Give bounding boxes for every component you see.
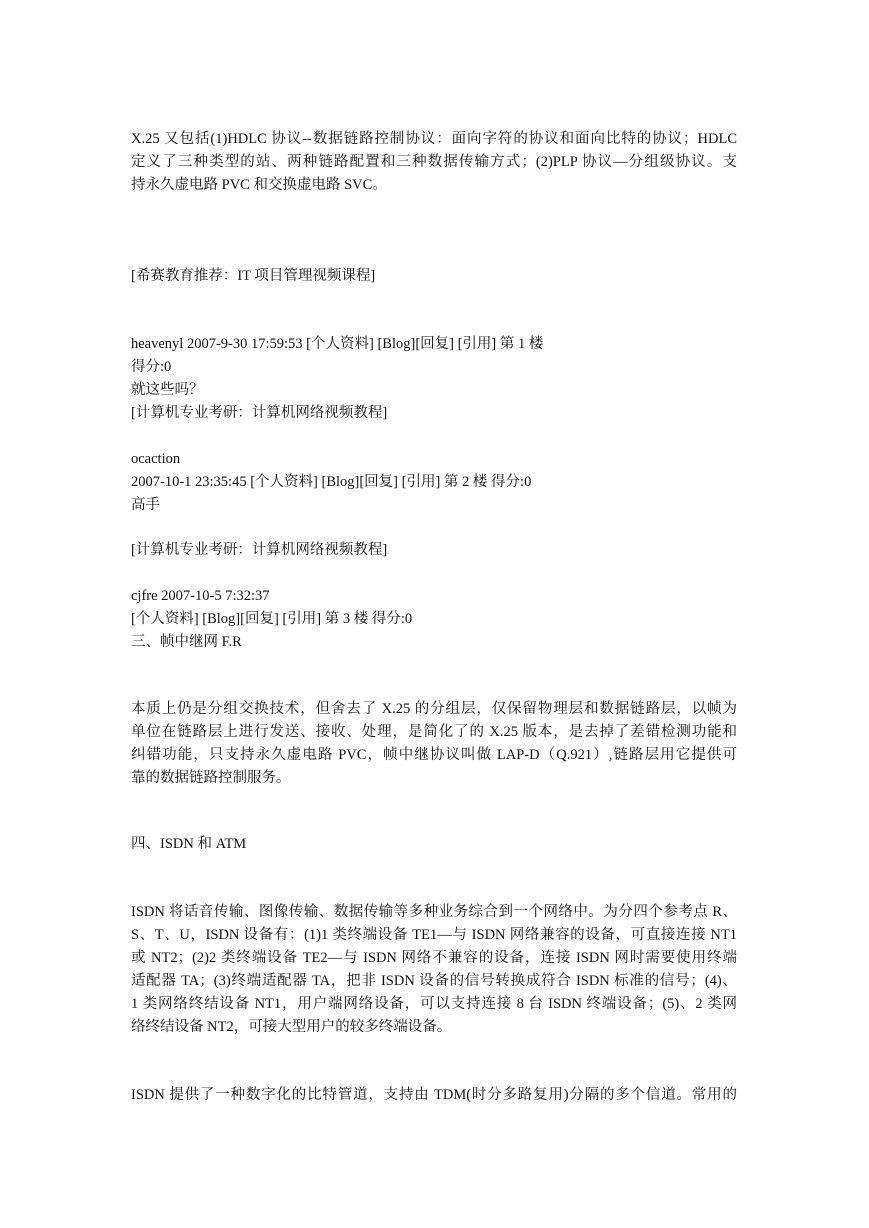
paragraph-x25-line-3: 持永久虚电路 PVC 和交换虚电路 SVC。	[131, 177, 387, 193]
post-3-meta: [个人资料] [Blog][回复] [引用] 第 3 楼 得分:0	[131, 611, 413, 627]
paragraph-isdn-line-1: ISDN 将话音传输、图像传输、数据传输等多种业务综合到一个网络中。为分四个参考点 R、	[131, 904, 737, 920]
paragraph-isdn-line-3: 或 NT2；(2)2 类终端设备 TE2—与 ISDN 网络不兼容的设备，连接 ISDN 网时需要使用终端	[131, 950, 737, 966]
post-1-promo-link[interactable]: [计算机专业考研：计算机网络视频教程]	[131, 405, 388, 421]
paragraph-frame-relay-line-3: 纠错功能，只支持永久虚电路 PVC，帧中继协议叫做 LAP-D（Q.921）,链路层用它提供可	[131, 747, 737, 763]
paragraph-x25-line-1: X.25 又包括(1)HDLC 协议--数据链路控制协议：面向字符的协议和面向比特的协议；HDLC	[131, 131, 737, 147]
post-2-header: 2007-10-1 23:35:45 [个人资料] [Blog][回复] [引用] 第 2 楼 得分:0	[131, 474, 532, 490]
post-2-promo-link[interactable]: [计算机专业考研：计算机网络视频教程]	[131, 542, 388, 558]
paragraph-isdn-line-4: 适配器 TA；(3)终端适配器 TA，把非 ISDN 设备的信号转换成符合 ISDN 标准的信号；(4)、	[131, 973, 737, 989]
section-heading-isdn-atm: 四、ISDN 和 ATM	[131, 836, 247, 852]
section-heading-frame-relay: 三、帧中继网 F.R	[131, 634, 242, 650]
post-1-score: 得分:0	[131, 359, 172, 375]
paragraph-isdn-line-6: 络终结设备 NT2，可接大型用户的较多终端设备。	[131, 1019, 452, 1035]
promo-link[interactable]: [希赛教育推荐：IT 项目管理视频课程]	[131, 268, 376, 284]
paragraph-x25-line-2: 定义了三种类型的站、两种链路配置和三种数据传输方式；(2)PLP 协议—分组级协议。支	[131, 154, 737, 170]
paragraph-frame-relay-line-1: 本质上仍是分组交换技术，但舍去了 X.25 的分组层，仅保留物理层和数据链路层，以帧为	[131, 701, 737, 717]
post-3-header: cjfre 2007-10-5 7:32:37	[131, 588, 270, 604]
post-1-header: heavenyl 2007-9-30 17:59:53 [个人资料] [Blog][回复] [引用] 第 1 楼	[131, 336, 544, 352]
post-1-body: 就这些吗？	[131, 382, 204, 398]
paragraph-isdn-line-5: 1 类网络终结设备 NT1，用户端网络设备，可以支持连接 8 台 ISDN 终端设备；(5)、2 类网	[131, 996, 737, 1012]
post-2-user: ocaction	[131, 451, 181, 467]
paragraph-isdn-line-2: S、T、U，ISDN 设备有：(1)1 类终端设备 TE1—与 ISDN 网络兼容的设备，可直接连接 NT1	[131, 927, 737, 943]
paragraph-frame-relay-line-4: 靠的数据链路控制服务。	[131, 770, 291, 786]
paragraph-isdn-pipe-line-1: ISDN 提供了一种数字化的比特管道，支持由 TDM(时分多路复用)分隔的多个信道。常用的	[131, 1087, 737, 1103]
post-2-body: 高手	[131, 497, 160, 513]
paragraph-frame-relay-line-2: 单位在链路层上进行发送、接收、处理，是简化了的 X.25 版本，是去掉了差错检测功能和	[131, 724, 737, 740]
